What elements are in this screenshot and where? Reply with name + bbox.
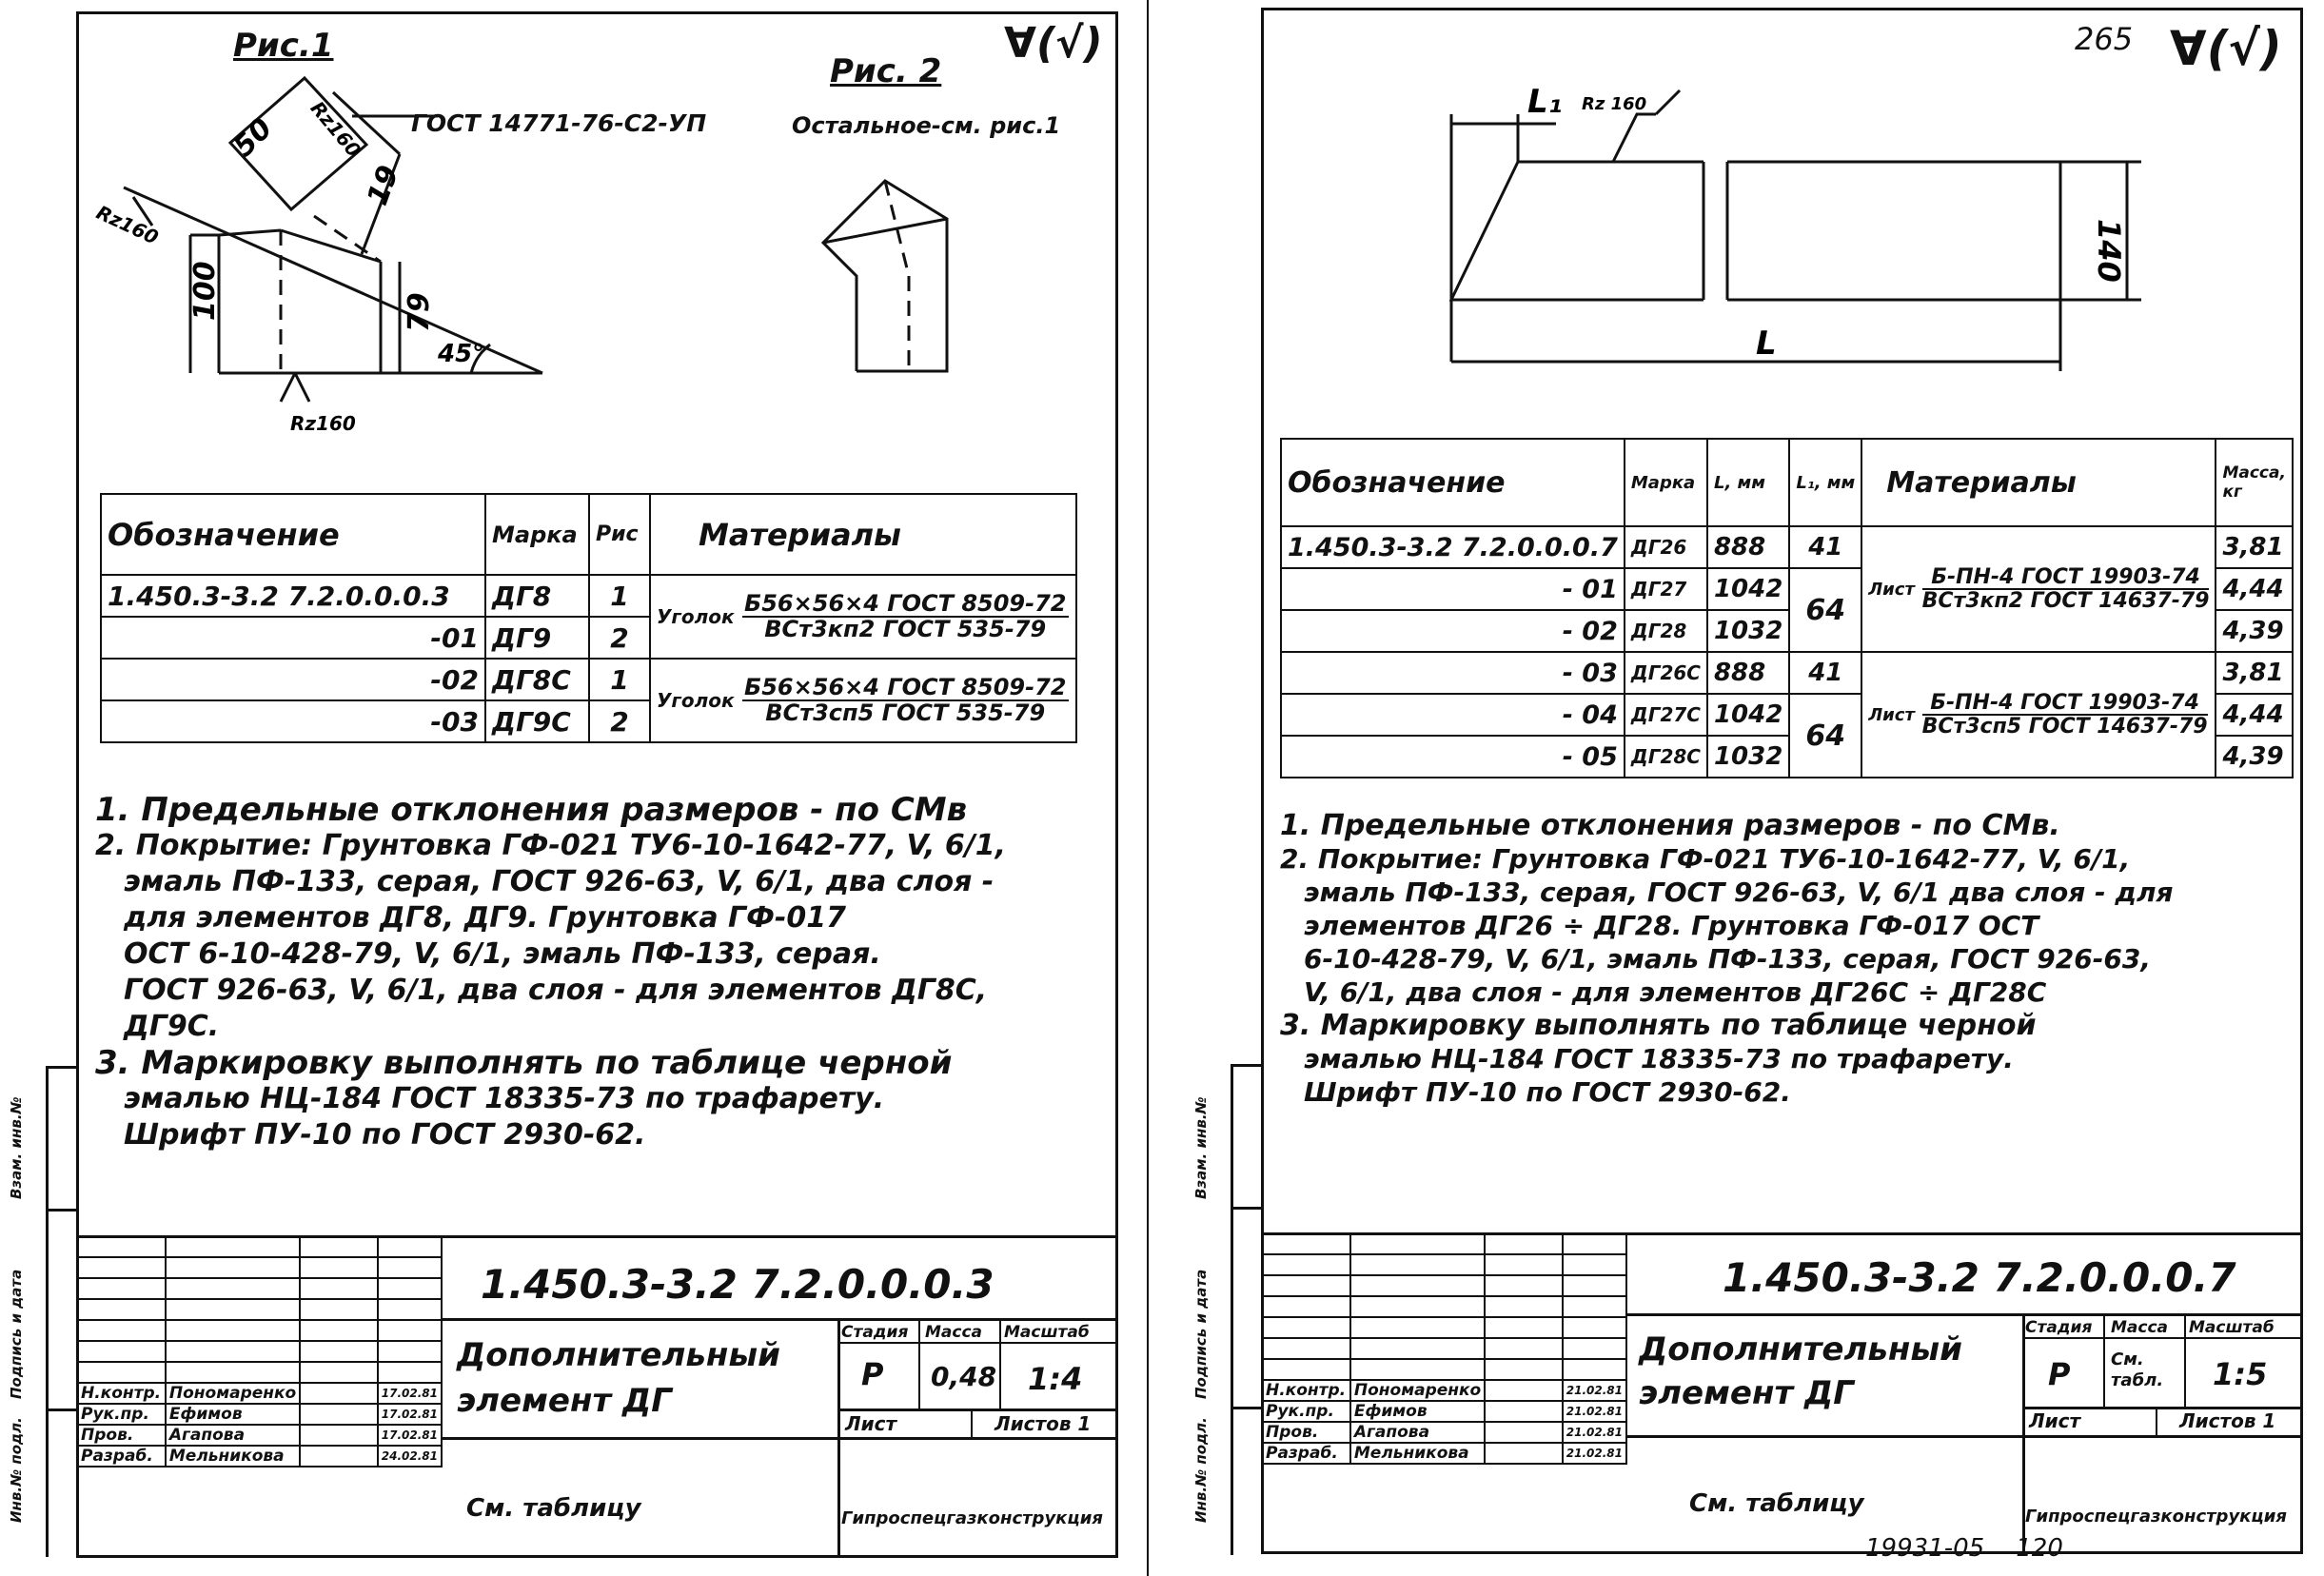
sheets-label: Листов 1 <box>2179 1409 2276 1432</box>
row-mass: 4,44 <box>2216 694 2292 736</box>
row-mark: ДГ27 <box>1625 568 1707 610</box>
dim-angle: 45° <box>438 340 485 368</box>
role: Рук.пр. <box>77 1404 166 1425</box>
right-th-mark: Марка <box>1625 439 1707 526</box>
row-L1: 64 <box>1789 694 1861 778</box>
right-stamp-vline <box>2184 1313 2186 1409</box>
material-label: Лист <box>1868 580 1915 600</box>
fig2-note: Остальное-см. рис.1 <box>792 112 1061 139</box>
stage-header: Стадия <box>2025 1318 2093 1337</box>
stamp-title-2: элемент ДГ <box>457 1382 672 1420</box>
stamp-person-row <box>77 1446 442 1467</box>
left-stamp-vline <box>999 1318 1001 1411</box>
right-stamp-vline <box>2103 1313 2105 1409</box>
dim-50: 50 <box>226 111 280 164</box>
rz-right: Rz 160 <box>1582 94 1647 114</box>
material-label: Уголок <box>657 605 735 628</box>
mass-value: См. табл. <box>2111 1349 2164 1390</box>
date: 21.02.81 <box>1563 1401 1626 1422</box>
fig2-title: Рис. 2 <box>830 52 942 90</box>
row-material <box>650 575 1076 659</box>
note-line: ГОСТ 926-63, V, 6/1, два слоя - для элементов ДГ8С, <box>124 974 988 1007</box>
signature <box>1485 1380 1563 1401</box>
signature <box>1485 1443 1563 1464</box>
row-material <box>1861 652 2216 778</box>
right-th-L: L, мм <box>1707 439 1789 526</box>
left-side-label-3: Взам. инв.№ <box>8 1096 25 1199</box>
date: 21.02.81 <box>1563 1443 1626 1464</box>
stamp-person-row <box>1262 1380 1626 1401</box>
rz-left: Rz160 <box>92 200 163 249</box>
row-mark: ДГ28С <box>1625 736 1707 778</box>
row-mass: 3,81 <box>2216 652 2292 694</box>
left-side-strip-line <box>46 1066 78 1069</box>
right-stamp-line <box>1627 1313 2303 1316</box>
row-designation: - 02 <box>1281 610 1625 652</box>
left-stamp-code: 1.450.3-3.2 7.2.0.0.0.3 <box>481 1261 995 1308</box>
left-stamp-people <box>76 1235 443 1468</box>
role: Разраб. <box>1262 1443 1350 1464</box>
stamp-title-2: элемент ДГ <box>1639 1374 1854 1412</box>
left-stamp-line <box>837 1409 1118 1411</box>
left-th-mark: Марка <box>485 494 589 575</box>
row-designation: - 01 <box>1281 568 1625 610</box>
row-mark: ДГ27С <box>1625 694 1707 736</box>
roughness-mark-right: ∀(√) <box>2170 21 2282 76</box>
stamp-title-1: Дополнительный <box>1639 1330 1962 1369</box>
role: Рук.пр. <box>1262 1401 1350 1422</box>
row-mark: ДГ8 <box>485 575 589 617</box>
roughness-mark-left: ∀(√) <box>1004 19 1103 68</box>
note-line: элементов ДГ26 ÷ ДГ28. Грунтовка ГФ-017 ОСТ <box>1304 910 2039 941</box>
row-L: 1032 <box>1707 736 1789 778</box>
left-stamp-title <box>457 1332 780 1424</box>
page-number: 265 <box>2075 21 2134 57</box>
material-num: Б-ПН-4 ГОСТ 19903-74 <box>1922 566 2210 590</box>
material-label: Уголок <box>657 689 735 712</box>
name: Агапова <box>166 1425 300 1446</box>
row-mass: 3,81 <box>2216 526 2292 568</box>
signature <box>300 1446 378 1467</box>
right-notes <box>1280 809 2174 1109</box>
left-side-label-2: Подпись и дата <box>8 1269 25 1399</box>
dim-19: 19 <box>361 161 406 210</box>
mass-value: 0,48 <box>931 1361 997 1392</box>
row-mark: ДГ8С <box>485 659 589 700</box>
left-stamp-line <box>443 1437 1118 1440</box>
note-line: эмалью НЦ-184 ГОСТ 18335-73 по трафарету. <box>1304 1043 2014 1074</box>
left-spec-table <box>100 493 1077 743</box>
dim-100: 100 <box>188 261 222 321</box>
stamp-person-row <box>77 1404 442 1425</box>
scale-header: Масштаб <box>2189 1318 2275 1337</box>
mass-header: Масса <box>2111 1318 2169 1337</box>
row-mass: 4,39 <box>2216 736 2292 778</box>
table-row <box>101 659 1076 700</box>
sheet-label: Лист <box>2029 1409 2081 1432</box>
left-stamp-line <box>443 1318 1118 1321</box>
stamp-see-table: См. таблицу <box>1689 1489 1864 1518</box>
right-side-strip-line <box>1231 1064 1233 1555</box>
signature <box>300 1425 378 1446</box>
row-designation: 1.450.3-3.2 7.2.0.0.0.3 <box>101 575 485 617</box>
date: 17.02.81 <box>378 1404 442 1425</box>
row-designation: - 03 <box>1281 652 1625 694</box>
rz-top: Rz160 <box>305 96 366 162</box>
note-line: Шрифт ПУ-10 по ГОСТ 2930-62. <box>1304 1076 1791 1108</box>
row-designation: -02 <box>101 659 485 700</box>
row-L: 1042 <box>1707 694 1789 736</box>
role: Пров. <box>1262 1422 1350 1443</box>
role: Разраб. <box>77 1446 166 1467</box>
row-mass: 4,39 <box>2216 610 2292 652</box>
left-stamp-line <box>837 1342 1118 1344</box>
row-fig: 2 <box>589 700 650 742</box>
stamp-org: Гипроспецгазконструкция <box>2025 1507 2287 1527</box>
stamp-person-row <box>1262 1422 1626 1443</box>
sheets-label: Листов 1 <box>995 1412 1092 1435</box>
date: 21.02.81 <box>1563 1422 1626 1443</box>
mass-header: Масса <box>925 1323 983 1342</box>
signature <box>1485 1401 1563 1422</box>
row-designation: -01 <box>101 617 485 659</box>
weld-gost: ГОСТ 14771-76-С2-УП <box>411 109 707 137</box>
row-material <box>650 659 1076 742</box>
name: Мельникова <box>166 1446 300 1467</box>
row-mark: ДГ9С <box>485 700 589 742</box>
dim-L: L <box>1756 325 1777 363</box>
note-line: эмалью НЦ-184 ГОСТ 18335-73 по трафарету. <box>124 1082 885 1115</box>
note-line: 1. Предельные отклонения размеров - по СМв. <box>1280 809 2060 842</box>
row-mark: ДГ28 <box>1625 610 1707 652</box>
dim-140: 140 <box>2091 219 2127 283</box>
row-designation: -03 <box>101 700 485 742</box>
signature <box>300 1404 378 1425</box>
note-line: эмаль ПФ-133, серая, ГОСТ 926-63, V, 6/1 два слоя - для <box>1304 877 2174 908</box>
scale-value: 1:4 <box>1028 1361 1083 1397</box>
right-th-mass: Масса, кг <box>2216 439 2292 526</box>
right-th-L1: L₁, мм <box>1789 439 1861 526</box>
name: Пономаренко <box>1350 1380 1485 1401</box>
date: 17.02.81 <box>378 1425 442 1446</box>
row-designation: 1.450.3-3.2 7.2.0.0.0.7 <box>1281 526 1625 568</box>
right-spec-table <box>1280 438 2294 778</box>
note-line: 2. Покрытие: Грунтовка ГФ-021 ТУ6-10-1642-77, V, 6/1, <box>95 829 1007 862</box>
sheet-label: Лист <box>845 1412 897 1435</box>
role: Н.контр. <box>77 1383 166 1404</box>
left-th-materials: Материалы <box>650 494 1076 575</box>
left-stamp-vline <box>971 1409 973 1437</box>
left-side-strip-line <box>46 1409 78 1411</box>
row-designation: - 05 <box>1281 736 1625 778</box>
fig2-drawing <box>818 152 1009 381</box>
row-L: 888 <box>1707 652 1789 694</box>
right-stamp-people <box>1261 1232 1627 1465</box>
left-th-designation: Обозначение <box>101 494 485 575</box>
name: Агапова <box>1350 1422 1485 1443</box>
material-fraction <box>742 589 1069 642</box>
left-stamp-vline <box>918 1318 920 1411</box>
right-stamp-code: 1.450.3-3.2 7.2.0.0.0.7 <box>1723 1254 2236 1301</box>
date: 21.02.81 <box>1563 1380 1626 1401</box>
right-stamp-line <box>2022 1337 2303 1339</box>
stamp-person-row <box>77 1425 442 1446</box>
fig1-drawing <box>76 11 742 449</box>
scale-value: 1:5 <box>2213 1356 2268 1392</box>
row-mark: ДГ26 <box>1625 526 1707 568</box>
row-L1: 64 <box>1789 568 1861 652</box>
right-side-label-3: Взам. инв.№ <box>1192 1096 1210 1199</box>
material-den: ВСт3сп5 ГОСТ 535-79 <box>765 699 1046 726</box>
table-row <box>101 575 1076 617</box>
note-line: V, 6/1, два слоя - для элементов ДГ26С ÷ ДГ28С <box>1304 976 2047 1008</box>
note-line: 3. Маркировку выполнять по таблице черной <box>1280 1009 2037 1042</box>
note-line: 1. Предельные отклонения размеров - по СМв <box>95 791 968 829</box>
material-fraction <box>1922 566 2210 612</box>
left-side-label-1: Инв.№ подл. <box>8 1417 25 1523</box>
right-stamp-title <box>1639 1328 1962 1415</box>
left-notes <box>95 792 1006 1153</box>
table-row <box>1281 526 2293 568</box>
name: Пономаренко <box>166 1383 300 1404</box>
table-row <box>1281 652 2293 694</box>
stamp-see-table: См. таблицу <box>466 1494 641 1523</box>
note-line: 3. Маркировку выполнять по таблице черной <box>95 1044 953 1082</box>
right-side-strip-line <box>1231 1407 1263 1409</box>
right-side-label-2: Подпись и дата <box>1192 1269 1210 1399</box>
role: Пров. <box>77 1425 166 1446</box>
date: 24.02.81 <box>378 1446 442 1467</box>
name: Ефимов <box>1350 1401 1485 1422</box>
left-side-strip-line <box>46 1066 49 1557</box>
row-L1: 41 <box>1789 526 1861 568</box>
name: Ефимов <box>166 1404 300 1425</box>
row-fig: 1 <box>589 659 650 700</box>
material-den: ВСт3кп2 ГОСТ 14637-79 <box>1921 589 2210 613</box>
note-line: 2. Покрытие: Грунтовка ГФ-021 ТУ6-10-1642-77, V, 6/1, <box>1280 843 2131 875</box>
note-line: для элементов ДГ8, ДГ9. Грунтовка ГФ-017 <box>124 901 846 935</box>
signature <box>1485 1422 1563 1443</box>
row-L: 1042 <box>1707 568 1789 610</box>
row-mark: ДГ9 <box>485 617 589 659</box>
plate-drawing <box>1428 57 2189 381</box>
row-L: 888 <box>1707 526 1789 568</box>
material-fraction <box>1922 692 2208 738</box>
fig1-title: Рис.1 <box>233 27 334 65</box>
footer-number: 19931-05 120 <box>1865 1534 2063 1563</box>
role: Н.контр. <box>1262 1380 1350 1401</box>
right-side-strip-line <box>1231 1064 1263 1067</box>
left-th-fig: Рис <box>589 494 650 575</box>
left-side-strip-line <box>46 1209 78 1212</box>
stamp-person-row <box>77 1383 442 1404</box>
stamp-title-1: Дополнительный <box>457 1336 780 1374</box>
material-num: Б56×56×4 ГОСТ 8509-72 <box>743 589 1067 617</box>
row-L1: 41 <box>1789 652 1861 694</box>
right-stamp-line <box>1627 1435 2303 1438</box>
material-fraction <box>742 673 1069 726</box>
stage-header: Стадия <box>841 1323 909 1342</box>
rz-bottom: Rz160 <box>290 412 356 435</box>
row-L: 1032 <box>1707 610 1789 652</box>
row-mark: ДГ26С <box>1625 652 1707 694</box>
stamp-org: Гипроспецгазконструкция <box>841 1508 1103 1528</box>
stamp-person-row <box>1262 1401 1626 1422</box>
note-line: ОСТ 6-10-428-79, V, 6/1, эмаль ПФ-133, серая. <box>124 937 881 971</box>
date: 17.02.81 <box>378 1383 442 1404</box>
note-line: Шрифт ПУ-10 по ГОСТ 2930-62. <box>124 1118 646 1152</box>
dim-L1: L₁ <box>1527 83 1563 121</box>
material-den: ВСт3кп2 ГОСТ 535-79 <box>764 616 1047 642</box>
stage-value: Р <box>2048 1356 2071 1392</box>
name: Мельникова <box>1350 1443 1485 1464</box>
material-label: Лист <box>1868 705 1915 725</box>
row-fig: 2 <box>589 617 650 659</box>
right-side-strip-line <box>1231 1207 1263 1210</box>
right-side-label-1: Инв.№ подл. <box>1192 1417 1210 1523</box>
row-mass: 4,44 <box>2216 568 2292 610</box>
scale-header: Масштаб <box>1004 1323 1090 1342</box>
stamp-person-row <box>1262 1443 1626 1464</box>
right-stamp-vline <box>2156 1407 2157 1435</box>
dim-79: 79 <box>403 292 436 332</box>
stage-value: Р <box>861 1356 884 1392</box>
right-th-materials: Материалы <box>1861 439 2216 526</box>
note-line: 6-10-428-79, V, 6/1, эмаль ПФ-133, серая, ГОСТ 926-63, <box>1304 943 2151 975</box>
material-num: Б56×56×4 ГОСТ 8509-72 <box>743 673 1067 700</box>
row-designation: - 04 <box>1281 694 1625 736</box>
material-den: ВСт3сп5 ГОСТ 14637-79 <box>1921 715 2208 739</box>
row-material <box>1861 526 2216 652</box>
note-line: ДГ9С. <box>124 1010 220 1043</box>
material-num: Б-ПН-4 ГОСТ 19903-74 <box>1922 692 2208 716</box>
note-line: эмаль ПФ-133, серая, ГОСТ 926-63, V, 6/1, два слоя - <box>124 865 995 898</box>
sheet-divider <box>1147 0 1149 1576</box>
signature <box>300 1383 378 1404</box>
right-th-designation: Обозначение <box>1281 439 1625 526</box>
row-fig: 1 <box>589 575 650 617</box>
